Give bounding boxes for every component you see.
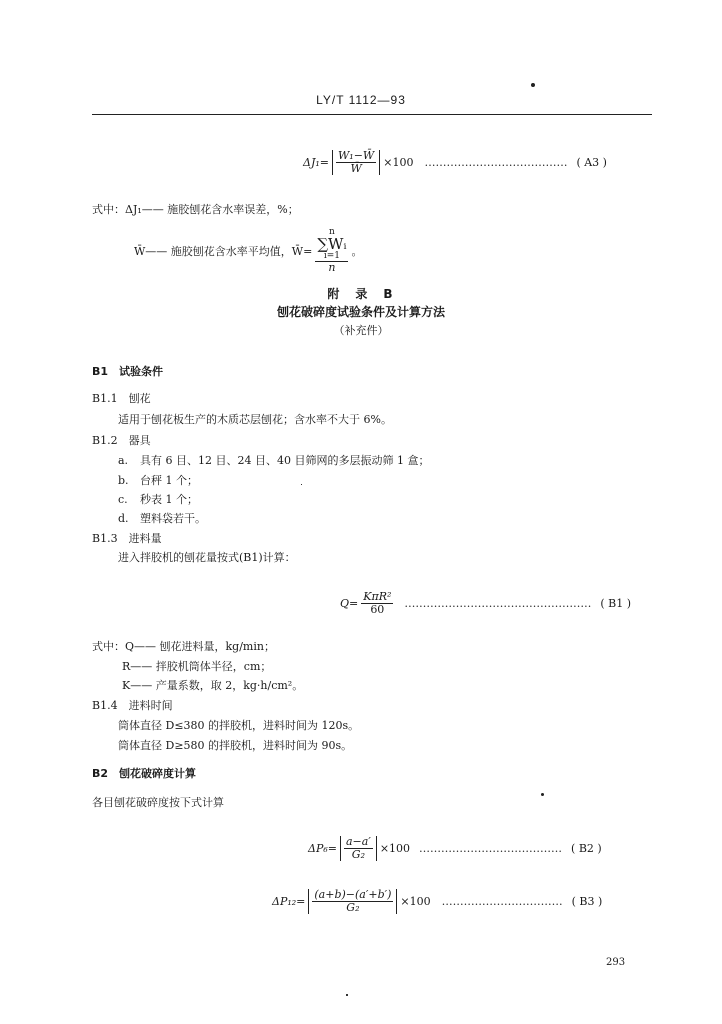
- b14-line2: 筒体直径 D≥580 的拌胶机，进料时间为 90s。: [118, 739, 353, 752]
- b11-text: 适用于刨花板生产的木质芯层刨花；含水率不大于 6%。: [118, 413, 392, 426]
- where-b-line2: R—— 拌胶机筒体半径，cm；: [122, 660, 272, 673]
- scan-speck: [301, 484, 302, 485]
- where-b-line1: 式中：Q—— 刨花进料量，kg/min；: [92, 640, 275, 653]
- scan-speck: [346, 994, 348, 996]
- section-b1-heading: B1 试验条件: [92, 365, 164, 378]
- formula-b3-leader: ……………………………: [441, 895, 563, 908]
- where-b-line3: K—— 产量系数，取 2，kg·h/cm²。: [122, 679, 304, 692]
- formula-b3-abs: [308, 889, 397, 914]
- formula-b2-leader: …………………………………: [419, 842, 563, 855]
- b13-label: B1.3 进料量: [92, 532, 162, 545]
- formula-a3-denominator: W̄: [350, 162, 362, 175]
- where-a-sum: [315, 228, 348, 262]
- b14-line1: 筒体直径 D≤380 的拌胶机，进料时间为 120s。: [118, 719, 360, 732]
- formula-a3-label: ( A3 ): [576, 156, 607, 169]
- b12-label: B1.2 器具: [92, 434, 151, 447]
- formula-b2-lhs: ΔP₆=: [308, 842, 337, 855]
- sigma-symbol: n ∑Wᵢ i=1: [317, 227, 347, 261]
- formula-b2: [308, 836, 602, 861]
- formula-b3-fraction: [312, 889, 393, 914]
- b2-intro: 各目刨花破碎度按下式计算: [92, 796, 224, 809]
- formula-b2-times: ×100: [379, 842, 411, 855]
- list-item: c. 秒表 1 个；: [118, 493, 198, 506]
- scan-mark: [541, 793, 544, 796]
- formula-a3-leader: …………………………………: [424, 156, 568, 169]
- formula-b1-label: ( B1 ): [600, 597, 632, 610]
- formula-b3-label: ( B3 ): [571, 895, 603, 908]
- formula-b1-denominator: 60: [370, 603, 385, 616]
- appendix-note: （补充件）: [333, 324, 389, 337]
- appendix-subtitle: 刨花破碎度试验条件及计算方法: [276, 305, 445, 319]
- b11-label: B1.1 刨花: [92, 392, 151, 405]
- where-a-intro: 式中：: [92, 203, 125, 216]
- where-a-line2-post: 。: [351, 245, 363, 258]
- b14-label: B1.4 进料时间: [92, 699, 173, 712]
- formula-a3-lhs: ΔJ₁=: [303, 156, 329, 169]
- formula-a3-fraction: [336, 150, 376, 175]
- page-number: 293: [606, 957, 626, 968]
- section-b2-heading: B2 刨花破碎度计算: [92, 767, 197, 780]
- where-a-mean-fraction: [315, 228, 348, 274]
- where-a-line2: [134, 228, 362, 274]
- where-a-sum-denominator: n: [328, 261, 336, 274]
- formula-a3: [303, 150, 607, 175]
- formula-b1-lhs: Q=: [340, 597, 359, 610]
- formula-a3-numerator: W₁−W̄: [337, 149, 375, 162]
- scan-mark: [531, 83, 535, 87]
- formula-b2-numerator: a−a′: [345, 835, 371, 848]
- formula-b2-abs: [340, 836, 377, 861]
- b13-text: 进入拌胶机的刨花量按式(B1)计算：: [118, 551, 296, 564]
- formula-b2-label: ( B2 ): [571, 842, 602, 855]
- formula-b3-lhs: ΔP₁₂=: [272, 895, 306, 908]
- where-b-intro: 式中：: [92, 640, 125, 653]
- appendix-title: 附 录 B: [327, 287, 395, 301]
- where-a-block: [92, 201, 299, 217]
- where-a-line2-pre: W̄—— 施胶刨花含水率平均值，W̄=: [134, 245, 313, 258]
- formula-a3-times: ×100: [383, 156, 414, 169]
- formula-b2-fraction: [344, 836, 373, 861]
- formula-b1-leader: ……………………………………………: [404, 597, 592, 610]
- formula-b3-numerator: (a+b)−(a′+b′): [314, 888, 392, 901]
- formula-a3-abs: [332, 150, 380, 175]
- where-a-line1: ΔJ₁—— 施胶刨花含水率误差，%；: [125, 203, 299, 216]
- formula-b3: [272, 889, 602, 914]
- formula-b3-denominator: G₂: [346, 901, 360, 914]
- formula-b1-fraction: [361, 591, 393, 616]
- list-item: a. 具有 6 目、12 目、24 目、40 目筛网的多层振动筛 1 盒；: [118, 454, 430, 467]
- header-rule: [92, 114, 652, 115]
- formula-b2-denominator: G₂: [351, 848, 365, 861]
- standard-code-header: LY/T 1112—93: [316, 93, 406, 107]
- list-item: b. 台秤 1 个；: [118, 474, 198, 487]
- list-item: d. 塑料袋若干。: [118, 512, 206, 525]
- formula-b1-numerator: KπR²: [363, 590, 392, 603]
- formula-b1: [340, 591, 631, 616]
- formula-b3-times: ×100: [400, 895, 431, 908]
